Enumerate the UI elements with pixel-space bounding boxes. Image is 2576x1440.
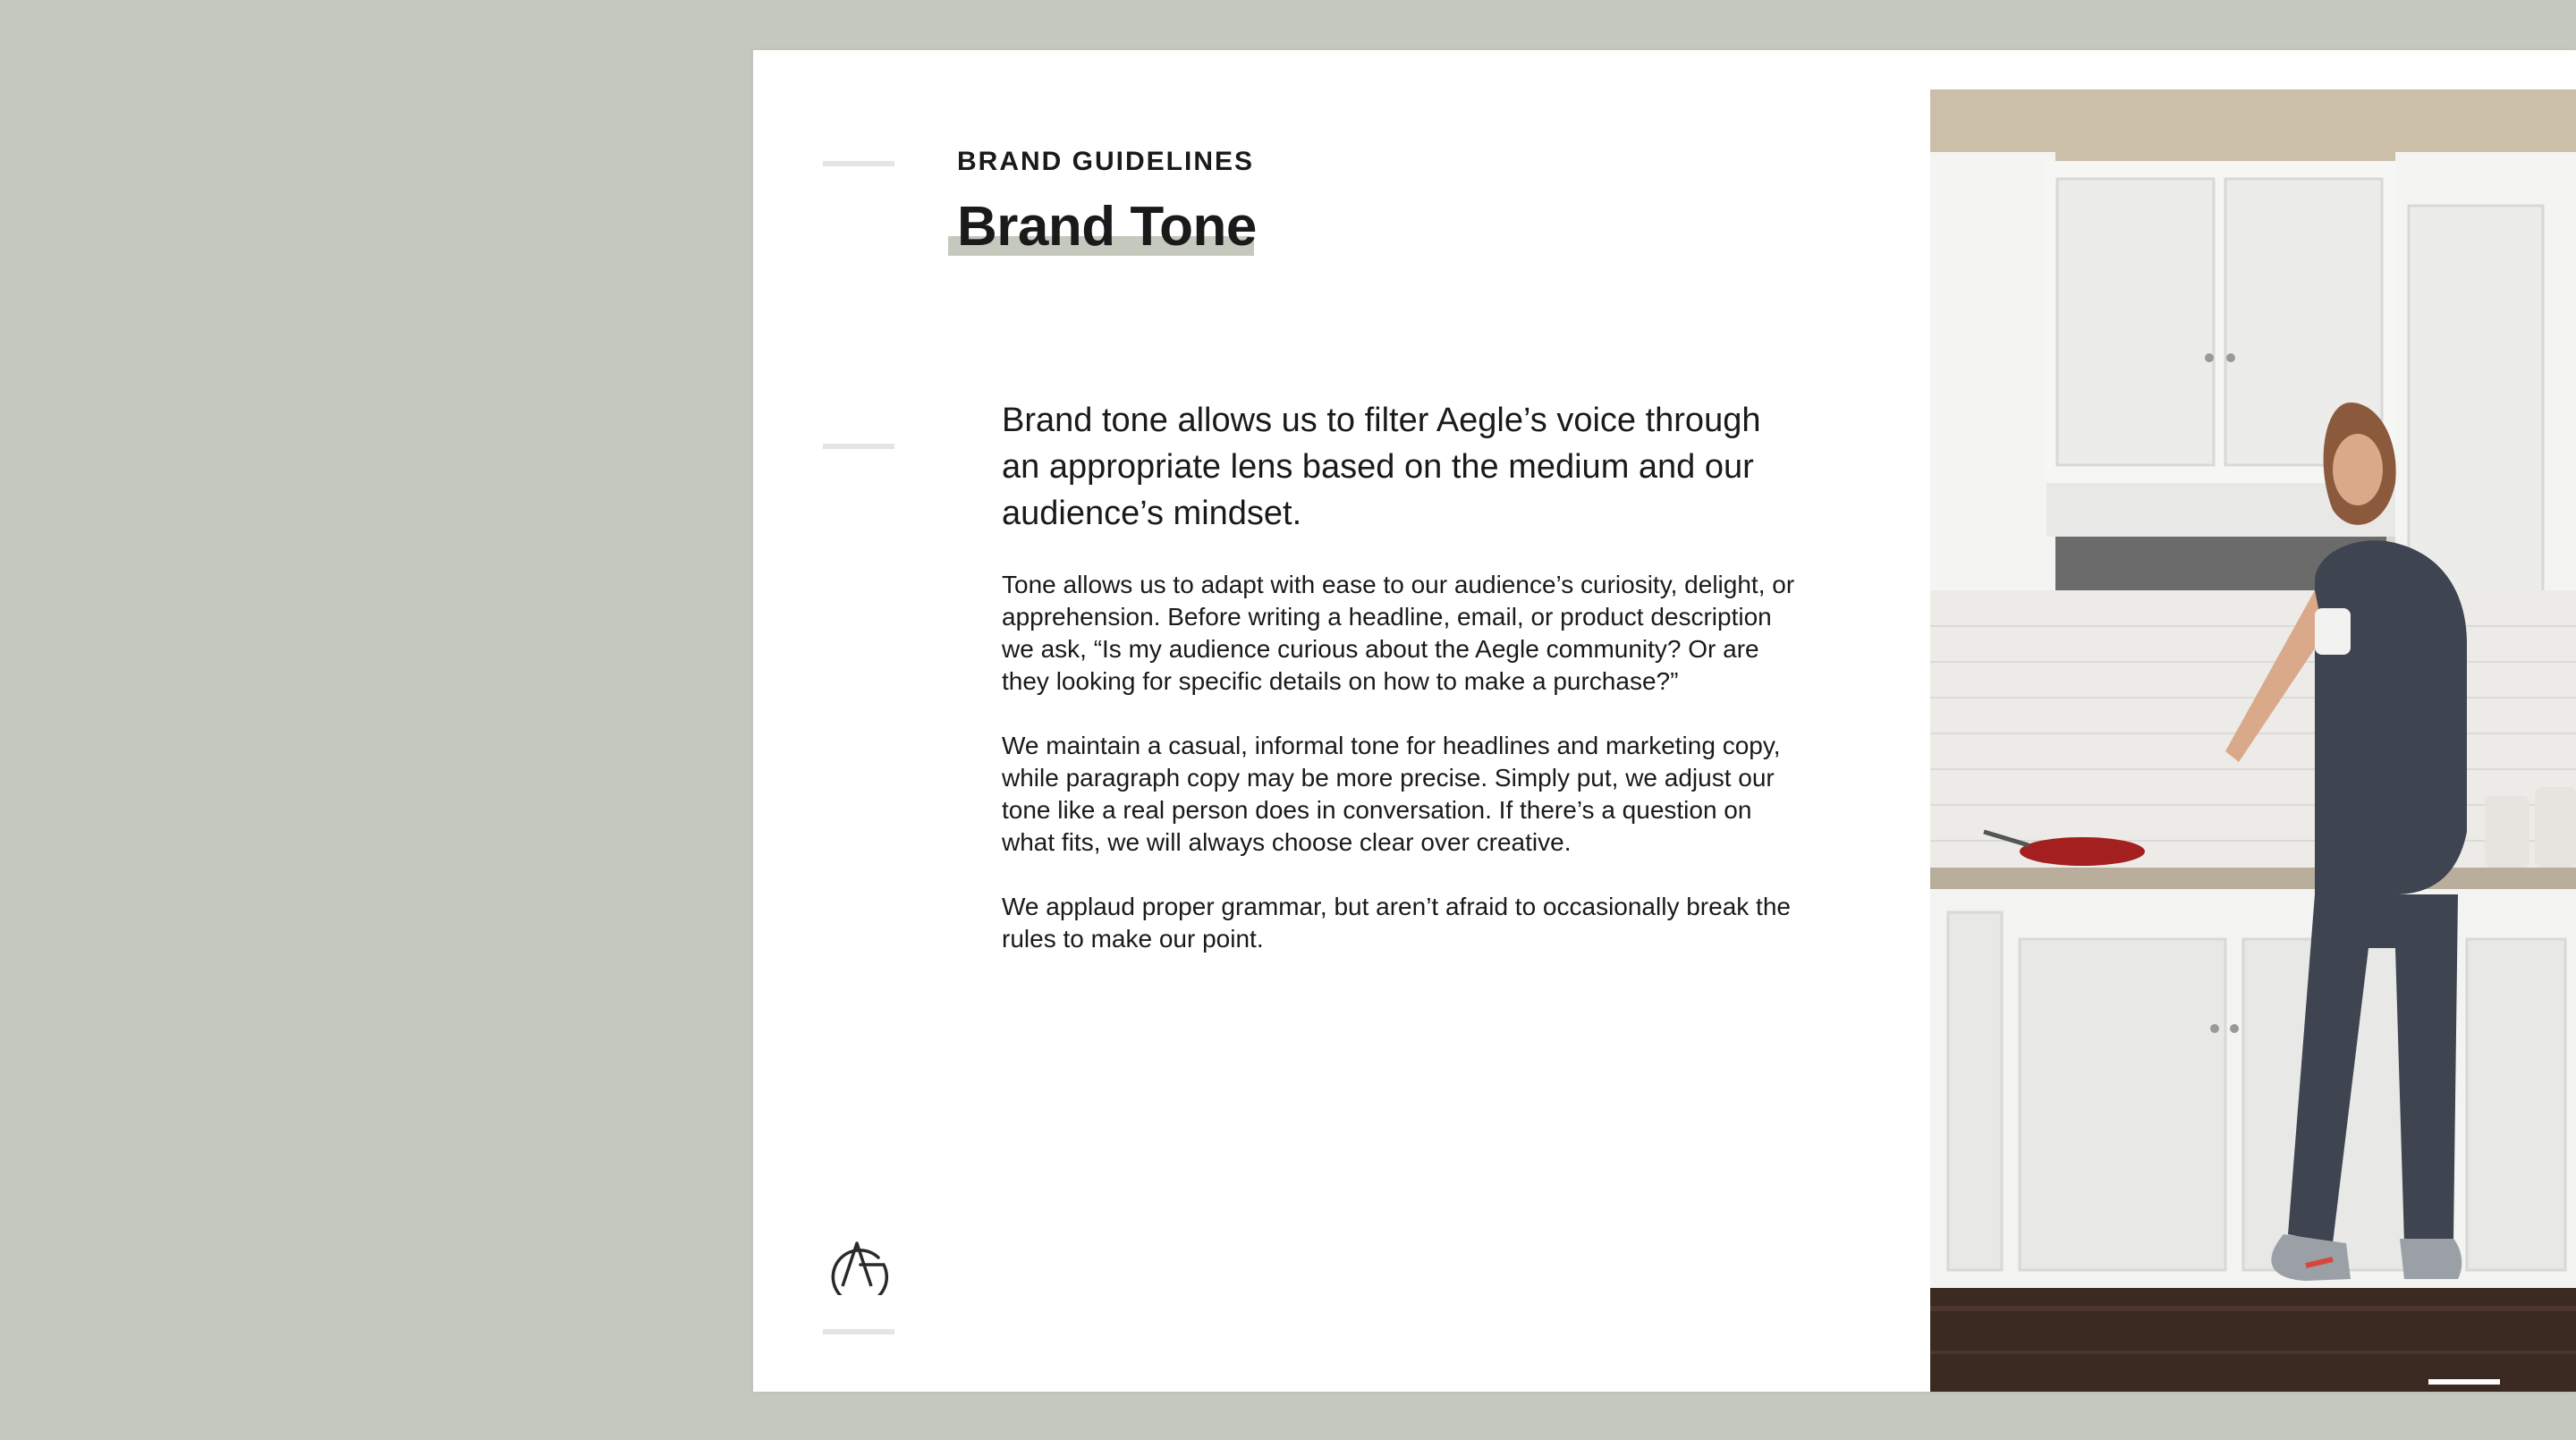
photo-divider	[2428, 1379, 2500, 1385]
aegle-logo-icon	[825, 1231, 889, 1295]
kitchen-photo	[1930, 89, 2576, 1392]
body-paragraph-3: We applaud proper grammar, but aren’t afraid to occasionally break the rules to make our point.	[1002, 893, 1791, 953]
brand-guidelines-page	[753, 50, 2576, 1392]
middle-divider	[823, 444, 894, 449]
bottom-divider	[823, 1329, 894, 1334]
body-paragraph-1: Tone allows us to adapt with ease to our audience’s curiosity, delight, or apprehension. Before writing a headline, email, or product description we ask, “Is my audience curious about the Aegle community? Or are they looking for specific details on how to make a purchase?”	[1002, 571, 1795, 695]
lead-paragraph: Brand tone allows us to filter Aegle’s voice through an appropriate lens based on the medium and our audience’s mindset.	[1002, 402, 1761, 532]
page-title: Brand Tone	[957, 196, 1257, 258]
top-divider	[823, 161, 894, 166]
section-eyebrow: BRAND GUIDELINES	[957, 147, 1255, 176]
body-paragraph-2: We maintain a casual, informal tone for headlines and marketing copy, while paragraph copy may be more precise. Simply put, we adjust our tone like a real person does in conversation. If there’s a question on what fits, we will always choose clear over creative.	[1002, 732, 1781, 856]
body-content	[1002, 397, 1807, 987]
title-block	[948, 195, 1257, 258]
